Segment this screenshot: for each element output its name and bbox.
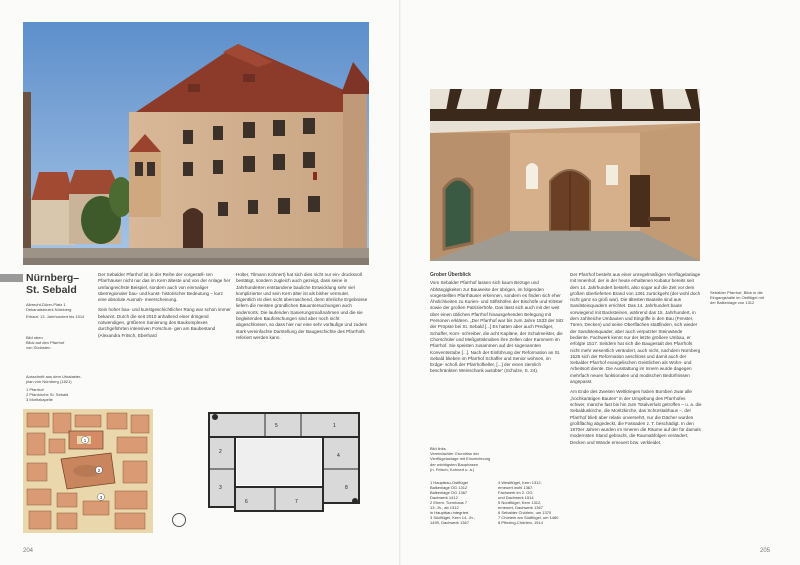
paragraph: Der Sebalder Pfarrhof ist in der Reihe der vorgestell- ten Pfarrhäuser nicht nur das im Kern älteste und von der Anlage her umfangreichste Beispiel, sondern auch von einmaliger überregionaler bau- und kunst- historischer Bedeutung – kurz eine absolute Ausnah- meerscheinung.: [98, 272, 231, 303]
plan-label-2: 2: [219, 449, 222, 455]
address-line: Dekanatsbezirk Nürnberg: [26, 307, 72, 313]
map-legend: [26, 387, 106, 402]
phase-item: 8 Pfinzing-Chörlein, 1514: [498, 520, 543, 525]
phase-item: 1 Hauptbau-Ostflügel: [430, 480, 468, 485]
plan-label-3: 3: [219, 485, 222, 491]
phase-item: Balkenlage OG 1367: [430, 490, 468, 495]
photo-entrance-hall: [430, 89, 700, 261]
caption-line: Vierflügelanlage mit Einzeichnung: [430, 456, 491, 462]
right-body-column-2: [570, 272, 702, 450]
phase-legend-col2: [498, 480, 568, 525]
phase-item: erneuert, Dachwerk 1367: [498, 505, 543, 510]
plan-label-4: 4: [337, 453, 340, 459]
plan-label-8: 8: [345, 485, 348, 491]
plan-label-6: 6: [245, 499, 248, 505]
paragraph: Vom Sebalder Pfarrhof lassen sich kaum Bezüge und Abhängigkeiten zur Bauweise der übrigen, im folgenden vorgestellten Pfarrhäuser erkennen, sondern es finden sich eher Ähnlichkeiten zu Kurien- und Stiftshöfen der Bischöfe und Klöster sowie der großen Patrizierhöfe. Das lässt sich auch mit der weit über einen üblichen Pfarrhof hinausgehenden Belegung mit Personen erklären. „Der Pfarrhof war bis zum Jahre 1533 der Sitz der Pröpste bei St. Sebald [...] Es hatten aber auch Prediger, Schaffer, Korn- schreiber, die acht Kapläne, der Schulmeister, die Chorschüler und Meßgottsknaben ihre Zellen oder Kammern im Pfarrhof. Sie speisten zusammen auf der sogenannten Konventsstube [...]. Nach der Einführung der Reformation an St. Sebald blieben im Pfarrhof Schaffer und Senior wohnen, im Erdge- schoß der Pfarrhofkeller, [...] der einen ziemlich beschränkten Weinschank ausübte“ (Schulze, S. 24).: [430, 280, 564, 374]
phase-item: 1499, Dachwerk 1367: [430, 520, 469, 525]
caption-line: plan von Nürnberg (1821): [26, 379, 72, 385]
body-column-1: [98, 272, 232, 343]
phase-item: 6 Sebalder Chörlein, um 1370: [498, 510, 552, 515]
caption-line: (n. Fritsch, Kohnert u. a.): [430, 466, 475, 472]
phase-item: 2 Ehem. Turmhaus 7: [430, 500, 468, 505]
phase-item: Balkenlage OG 1312: [430, 485, 468, 490]
phase-item: 13. Jh., ab 1312: [430, 505, 459, 510]
map-marker-3: 3: [99, 495, 103, 500]
title-block: [26, 272, 96, 296]
page-title-line1: Nürnberg–: [26, 272, 80, 284]
phase-item: 7 Chörlein am Südflügel, um 1480: [498, 515, 559, 520]
book-gutter: [399, 0, 401, 565]
map-legend-item: 3 Moritzkapelle: [26, 397, 53, 403]
page-number-left: 204: [23, 548, 34, 554]
built-date: Erbaut: 13. Jahrhundert bis 1514: [26, 314, 85, 320]
photo-caption: [26, 335, 96, 351]
section-heading: Grober Überblick: [430, 272, 471, 278]
caption-line: Eingangshalle im Ostflügel mit: [710, 295, 764, 301]
right-body-column-1: [430, 272, 564, 379]
address-line: Albrecht-Dürer-Platz 1: [26, 302, 66, 307]
map-marker-2: 2: [97, 468, 101, 473]
paragraph: Am Ende des Zweiten Weltkrieges haben Bomben zwar alle „hochkarätigen Bauten“ in der Umgebung des Pfarrhofes schwer, manche fast bis hin zum Totalverlust getroffen – u. a. die Sebalduskirche, die Moritzkirche, das Schürstabhaus –, der Pfarrhof blieb aber relativ unversehrt, nur die Dächer wurden großflächig abgedeckt, die Fassaden z. T. beschädigt. In den 1970er Jahren wurden im Inneren die Räume auf der für damals modernsten Stand gebracht, die Raumabfolgen verändert, Decken und Wände erneuert bzw. verkleidet.: [570, 389, 702, 445]
phase-legend-col1: [430, 480, 496, 525]
phase-item: und Dachwerk 1514: [498, 495, 534, 500]
paragraph: Der Pfarrhof besteht aus einer unregelmäßigen Vierflügelanlage mit Innenhof, der in der heute erhaltenen Kubatur bereits seit dem 14. Jahrhundert besteht, also sogar auf die Zeit vor dem großen überlieferten Brand von 1361 zurückgeht (der wohl doch nicht ganz so groß war). Die ältesten Bauteile sind aus Sandsteinquadern errichtet. Das 14. Jahrhundert baute vorwiegend mit Backsteinen, während das 15. Jahrhundert, in dem zahlreiche Umbauten und Eingriffe in den Bau (Fenster, Türen, Decken) und seine Oberflächen stattfinden, sich wieder der Sandsteinquader, aber auch verputzter Steinwände bediente. Fachwerk kennt nur der letzte größere Umbau, er erfolgte 1517. Seitdem hat sich die Baugestalt des Pfarrhofs nicht mehr wesentlich verändert, auch nicht, nachdem Nürnberg 1525 sich der Reformation anschloss und damit auch der Sebalder Pfarrhof evangelischen Geistlichen als Wohn- und Arbeitsort diente. Die Ausstattung im Innern wurde dagegen mehrfach neuen funktionalen und modischen Bedürfnissen angepasst.: [570, 272, 701, 385]
map-legend-item: 2 Pfarrkirche St. Sebald: [26, 392, 69, 398]
page-number-right: 205: [760, 548, 771, 554]
body-column-2: [236, 272, 370, 345]
caption-line: Blick auf den Pfarrhof: [26, 340, 65, 346]
phase-item: 3 Südflügel, Kern 14. Jh.,: [430, 515, 475, 520]
caption-line: Vereinfachter Grundriss der: [430, 451, 479, 457]
phase-item: 5 Nordflügel, Kern 1312,: [498, 500, 542, 505]
plan-label-5: 5: [275, 423, 278, 429]
map-legend-item: 1 Pfarrhof: [26, 387, 44, 393]
interior-photo-caption: [710, 290, 790, 306]
phase-item: 4 Westflügel, Kern 1312,: [498, 480, 542, 485]
plan-label-7: 7: [295, 499, 298, 505]
plan-label-1: 1: [333, 423, 336, 429]
historic-cadastral-map: [23, 409, 153, 533]
caption-line: von Südosten: [26, 345, 51, 351]
title-marker-bar: [0, 274, 23, 282]
phase-item: Dachwerk 1412: [430, 495, 458, 500]
page-title-line2: St. Sebald: [26, 284, 77, 296]
north-arrow-icon: [172, 513, 186, 527]
floor-plan: [205, 409, 370, 525]
phase-item: Fachwerk im 2. OG: [498, 490, 533, 495]
map-marker-1: 1: [83, 438, 87, 443]
address-block: [26, 302, 96, 320]
caption-line: der wichtigsten Bauphasen: [430, 461, 479, 467]
photo-pfarrhof-exterior: [23, 22, 369, 265]
caption-line: der Balkenlage von 1312: [710, 300, 755, 306]
paragraph: Sein hoher bau- und kunstgeschichtlicher Rang war schon immer bekannt. Durch die seit 2010 anhaltend einer dringend notwendigen, größeren Sanierung des Baukomplexes durchgeführten intensiven Forschun- gen am Baubestand (Alexandra Fritsch, Eberhard: [98, 307, 231, 338]
phase-item: in Hauptbau integriert: [430, 510, 469, 515]
caption-line: Sebalder Pfarrhof, Blick in die: [710, 290, 763, 295]
caption-line: Bild links: [430, 446, 446, 451]
map-caption: [26, 374, 106, 402]
paragraph: Holter, Tilmann Kohnert) hat sich dies nicht nur ein- drucksvoll bestätigt, sondern zugleich auch gezeigt, dass seine in Jahrhunderten entstandene bauliche Entwicklung sehr viel komplizierter und sein Kern älter ist als bisher vermutet. Eigentlich ist dies nicht überraschend, denn ähnliche Ergebnisse liefern die meisten gründlichen Bauuntersuchungen auch andernorts. Die laufenden Sanierungsmaßnahmen und die sie begleitenden Bauforschungen sind aber noch nicht abgeschlossen, so dass hier nur eine sehr vorläufige und zudem stark vereinfachte Darstellung der Baugeschichte des Pfarrhofs referiert werden kann.: [236, 272, 368, 340]
caption-line: Ausschnitt aus dem Urkataster-: [26, 374, 82, 379]
phase-item: erneuert wohl 1367,: [498, 485, 534, 490]
caption-line: Bild oben: [26, 335, 43, 340]
plan-caption: [430, 446, 500, 472]
